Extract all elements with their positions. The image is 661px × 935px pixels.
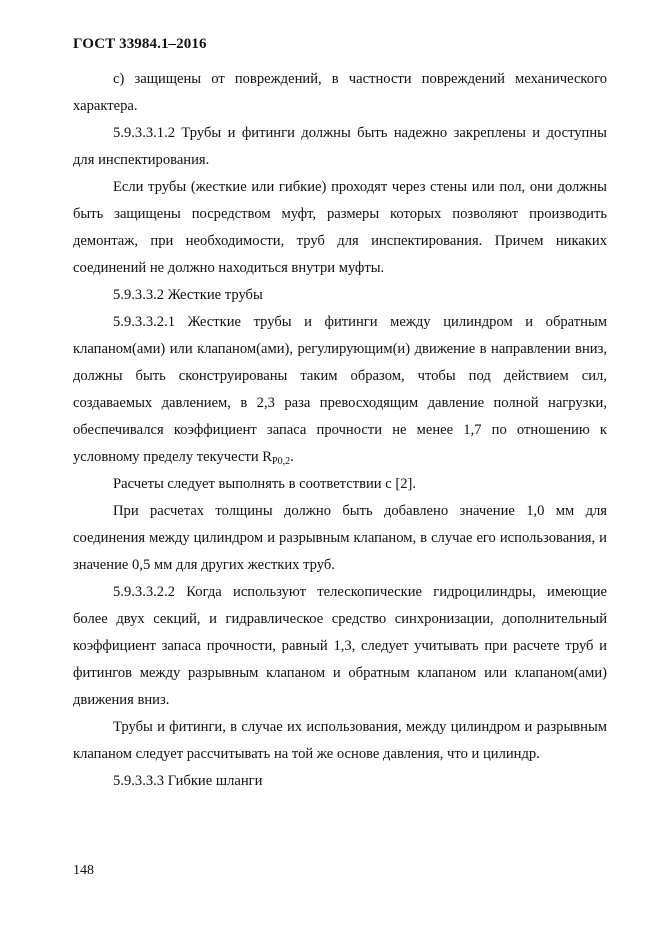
paragraph-text: 5.9.3.3.2.1 Жесткие трубы и фитинги между цилиндром и обратным клапаном(ами) или клапаном(ами), регулирующим(и) движение в направлении вниз, должны быть сконструированы таким образом, чтобы под действием сил, создаваемых давлением, в 2,3 раза превосходящим давление полной нагрузки, обеспечивался коэффициент запаса прочности не менее 1,7 по отношению к условному пределу текучести R xyxy=(73,314,607,465)
paragraph: 5.9.3.3.2.2 Когда используют телескопические гидроцилиндры, имеющие более двух секций, и гидравлическое средство синхронизации, дополнительный коэффициент запаса прочности, равный 1,3, следует учитывать при расчете труб и фитингов между разрывным клапаном и обратным клапаном или клапаном(ами) движения вниз. xyxy=(73,584,607,708)
yield-strength-subscript: P0,2 xyxy=(272,456,291,467)
document-body xyxy=(73,66,607,795)
paragraph: Расчеты следует выполнять в соответствии с [2]. xyxy=(113,476,417,492)
paragraph-with-subscript xyxy=(73,309,607,471)
section-heading: 5.9.3.3.2 Жесткие трубы xyxy=(113,287,263,303)
page-number: 148 xyxy=(73,863,94,878)
paragraph: 5.9.3.3.1.2 Трубы и фитинги должны быть надежно закреплены и доступны для инспектирования. xyxy=(73,125,607,168)
paragraph: Трубы и фитинги, в случае их использования, между цилиндром и разрывным клапаном следует рассчитывать на той же основе давления, что и цилиндр. xyxy=(73,719,607,762)
paragraph: с) защищены от повреждений, в частности повреждений механического характера. xyxy=(73,71,607,114)
paragraph-suffix: . xyxy=(290,449,294,465)
paragraph: При расчетах толщины должно быть добавлено значение 1,0 мм для соединения между цилиндром и разрывным клапаном, в случае его использования, и значение 0,5 мм для других жестких труб. xyxy=(73,503,607,573)
section-heading: 5.9.3.3.3 Гибкие шланги xyxy=(113,773,263,789)
paragraph: Если трубы (жесткие или гибкие) проходят через стены или пол, они должны быть защищены посредством муфт, размеры которых позволяют производить демонтаж, при необходимости, труб для инспектирования. Причем никаких соединений не должно находиться внутри муфты. xyxy=(73,179,607,276)
document-header: ГОСТ 33984.1–2016 xyxy=(73,36,207,52)
